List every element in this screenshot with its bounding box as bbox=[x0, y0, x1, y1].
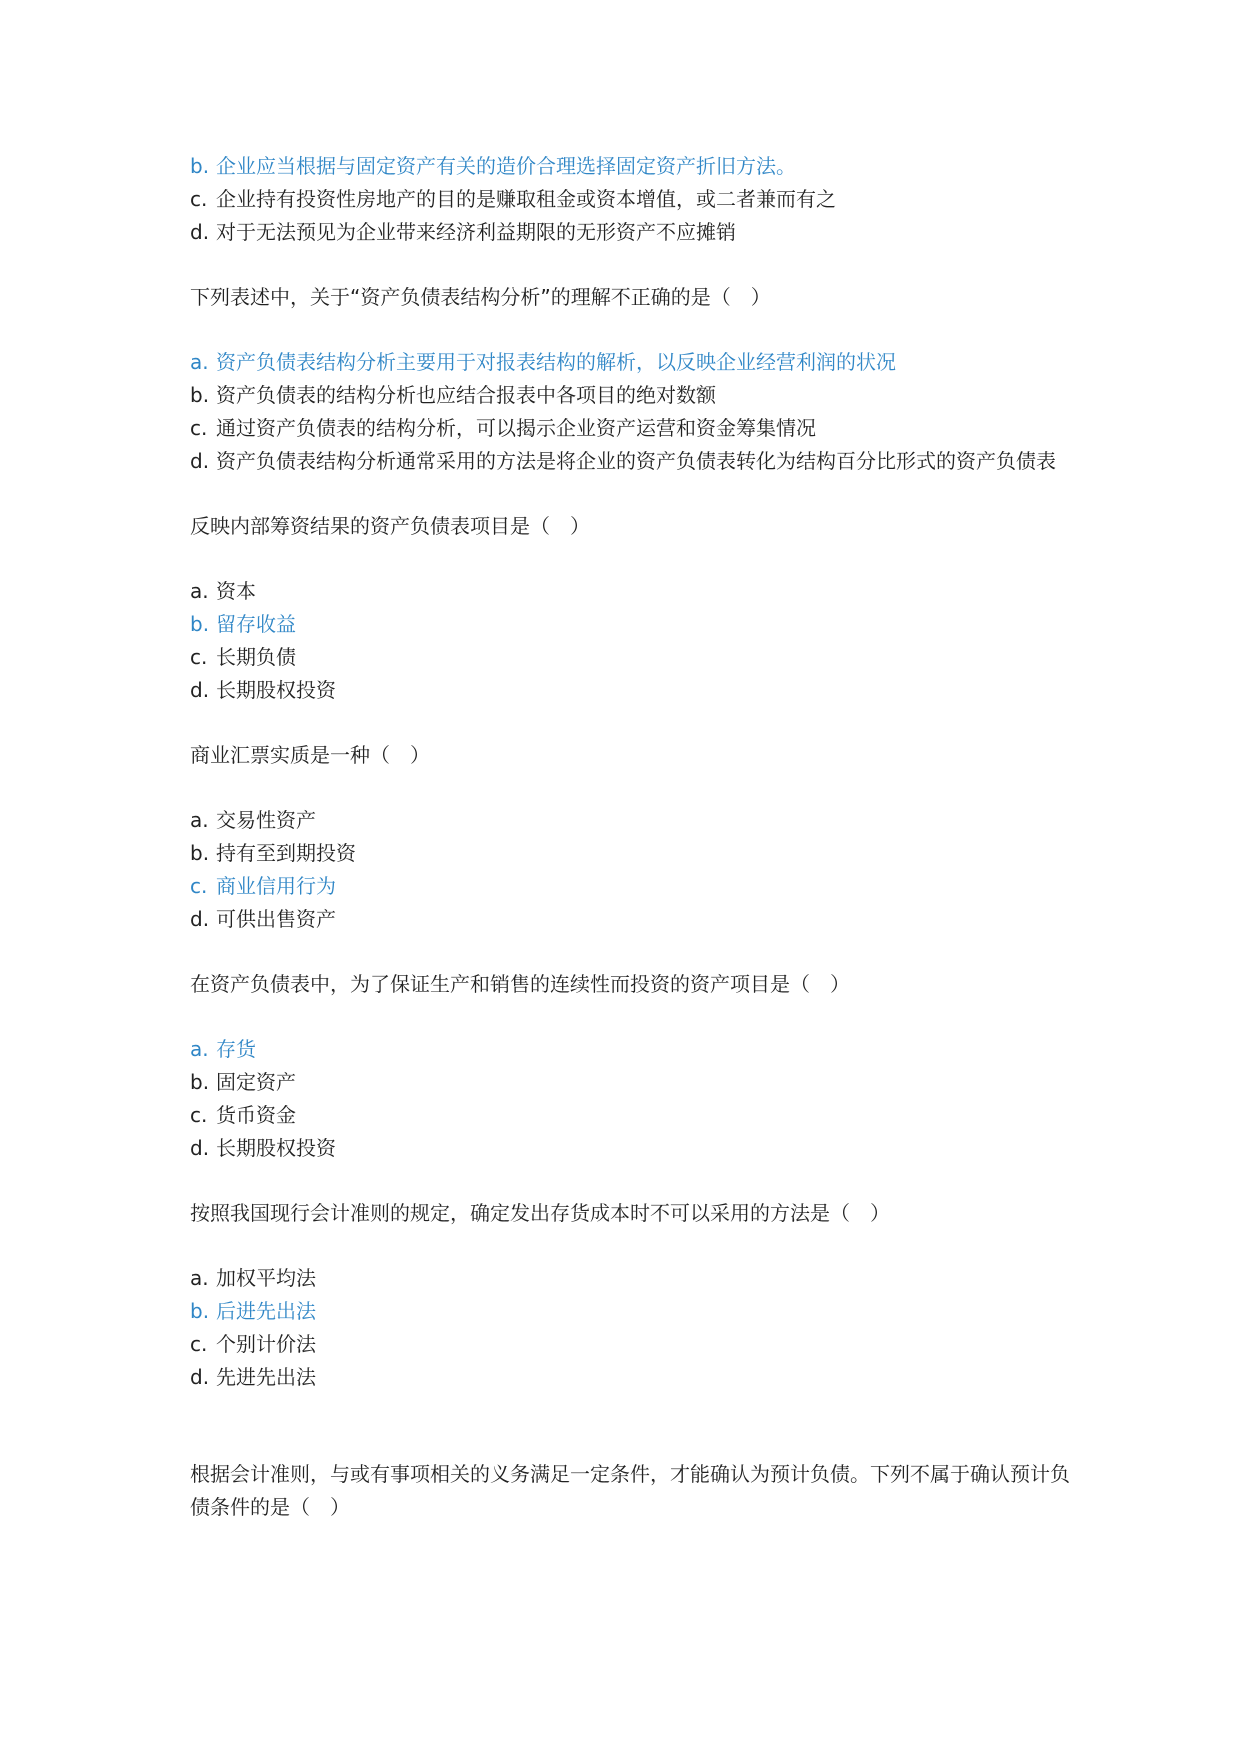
option-key: c. bbox=[190, 645, 208, 669]
option-text: 固定资产 bbox=[216, 1070, 296, 1094]
option-key: d. bbox=[190, 678, 210, 702]
question-text: 反映内部筹资结果的资产负债表项目是（ ） bbox=[190, 514, 590, 538]
option-text: 长期股权投资 bbox=[216, 678, 336, 702]
option-key: d. bbox=[190, 220, 210, 244]
option-text: 长期负债 bbox=[216, 645, 296, 669]
option-text: 货币资金 bbox=[216, 1103, 296, 1127]
option-a[interactable] bbox=[190, 1262, 1070, 1295]
option-list bbox=[190, 346, 1070, 478]
option-list bbox=[190, 804, 1070, 936]
option-text: 资产负债表结构分析通常采用的方法是将企业的资产负债表转化为结构百分比形式的资产负债表 bbox=[216, 449, 1056, 473]
option-d[interactable] bbox=[190, 445, 1070, 478]
option-key: b. bbox=[190, 383, 210, 407]
option-key: a. bbox=[190, 1266, 209, 1290]
option-text: 留存收益 bbox=[216, 612, 296, 636]
option-c[interactable] bbox=[190, 1099, 1070, 1132]
option-c[interactable] bbox=[190, 183, 1070, 216]
option-a[interactable] bbox=[190, 1033, 1070, 1066]
option-a[interactable] bbox=[190, 575, 1070, 608]
option-b[interactable] bbox=[190, 837, 1070, 870]
option-d[interactable] bbox=[190, 903, 1070, 936]
option-text: 企业持有投资性房地产的目的是赚取租金或资本增值，或二者兼而有之 bbox=[216, 187, 836, 211]
option-text: 资本 bbox=[216, 579, 256, 603]
option-text: 交易性资产 bbox=[216, 808, 316, 832]
option-c[interactable] bbox=[190, 870, 1070, 903]
option-key: a. bbox=[190, 579, 209, 603]
option-b[interactable] bbox=[190, 1066, 1070, 1099]
option-key: d. bbox=[190, 1365, 210, 1389]
option-c[interactable] bbox=[190, 1328, 1070, 1361]
option-text: 存货 bbox=[216, 1037, 256, 1061]
option-text: 后进先出法 bbox=[216, 1299, 316, 1323]
question-text: 下列表述中，关于“资产负债表结构分析”的理解不正确的是（ ） bbox=[190, 285, 771, 309]
option-list bbox=[190, 575, 1070, 707]
option-text: 对于无法预见为企业带来经济利益期限的无形资产不应摊销 bbox=[216, 220, 736, 244]
option-c[interactable] bbox=[190, 641, 1070, 674]
option-a[interactable] bbox=[190, 346, 1070, 379]
option-d[interactable] bbox=[190, 1361, 1070, 1394]
option-b[interactable] bbox=[190, 1295, 1070, 1328]
question-text: 根据会计准则，与或有事项相关的义务满足一定条件，才能确认为预计负债。下列不属于确认预计负债条件的是（ ） bbox=[190, 1462, 1070, 1519]
option-key: d. bbox=[190, 907, 210, 931]
question-text: 在资产负债表中，为了保证生产和销售的连续性而投资的资产项目是（ ） bbox=[190, 972, 850, 996]
option-text: 长期股权投资 bbox=[216, 1136, 336, 1160]
option-key: d. bbox=[190, 449, 210, 473]
option-key: b. bbox=[190, 1070, 210, 1094]
option-key: b. bbox=[190, 841, 210, 865]
option-d[interactable] bbox=[190, 674, 1070, 707]
option-key: a. bbox=[190, 350, 209, 374]
question-text: 按照我国现行会计准则的规定，确定发出存货成本时不可以采用的方法是（ ） bbox=[190, 1201, 890, 1225]
option-key: b. bbox=[190, 1299, 210, 1323]
option-text: 企业应当根据与固定资产有关的造价合理选择固定资产折旧方法。 bbox=[216, 154, 796, 178]
option-d[interactable] bbox=[190, 1132, 1070, 1165]
option-key: b. bbox=[190, 154, 210, 178]
option-key: c. bbox=[190, 416, 208, 440]
question-text: 商业汇票实质是一种（ ） bbox=[190, 743, 430, 767]
option-text: 可供出售资产 bbox=[216, 907, 336, 931]
option-list bbox=[190, 150, 1070, 249]
option-b[interactable] bbox=[190, 608, 1070, 641]
option-c[interactable] bbox=[190, 412, 1070, 445]
option-a[interactable] bbox=[190, 804, 1070, 837]
option-text: 先进先出法 bbox=[216, 1365, 316, 1389]
option-list bbox=[190, 1262, 1070, 1394]
option-text: 持有至到期投资 bbox=[216, 841, 356, 865]
option-key: a. bbox=[190, 808, 209, 832]
option-key: c. bbox=[190, 1332, 208, 1356]
option-key: a. bbox=[190, 1037, 209, 1061]
document-content bbox=[190, 150, 1070, 1524]
option-b[interactable] bbox=[190, 150, 1070, 183]
option-key: c. bbox=[190, 874, 208, 898]
option-d[interactable] bbox=[190, 216, 1070, 249]
option-key: b. bbox=[190, 612, 210, 636]
option-text: 商业信用行为 bbox=[216, 874, 336, 898]
option-text: 资产负债表结构分析主要用于对报表结构的解析，以反映企业经营利润的状况 bbox=[216, 350, 896, 374]
option-key: c. bbox=[190, 187, 208, 211]
option-text: 加权平均法 bbox=[216, 1266, 316, 1290]
option-text: 通过资产负债表的结构分析，可以揭示企业资产运营和资金筹集情况 bbox=[216, 416, 816, 440]
option-key: d. bbox=[190, 1136, 210, 1160]
option-text: 资产负债表的结构分析也应结合报表中各项目的绝对数额 bbox=[216, 383, 716, 407]
option-b[interactable] bbox=[190, 379, 1070, 412]
option-list bbox=[190, 1033, 1070, 1165]
option-text: 个别计价法 bbox=[216, 1332, 316, 1356]
option-key: c. bbox=[190, 1103, 208, 1127]
